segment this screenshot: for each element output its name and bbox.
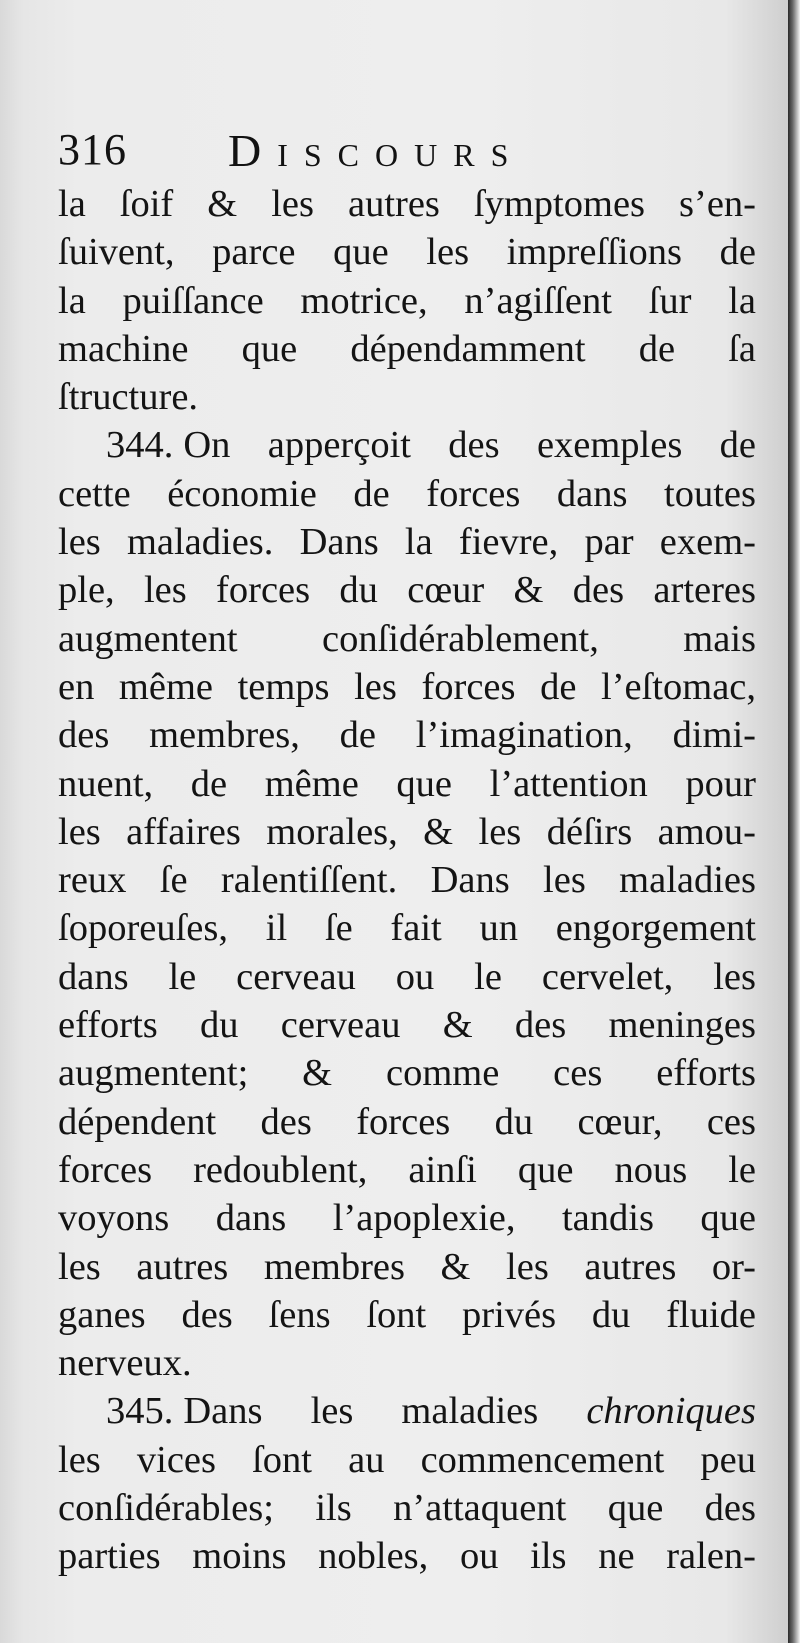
text-line: augmentent; & comme ces efforts — [58, 1052, 756, 1095]
text-line: ſoporeuſes, il ſe fait un engorgement — [58, 907, 756, 950]
page-number: 316 — [58, 125, 127, 174]
paragraph-345-first-line — [58, 1387, 756, 1435]
text-line: les maladies. Dans la fievre, par exem- — [58, 521, 756, 564]
text-line: en même temps les forces de l’eſtomac, — [58, 665, 756, 708]
page-header — [58, 124, 738, 176]
text-line: les autres membres & les autres or- — [58, 1245, 756, 1288]
paragraph-344-first-line — [58, 421, 756, 469]
text-line: ſtructure. — [58, 376, 199, 419]
text-line: efforts du cerveau & des meninges — [58, 1004, 756, 1047]
text-fragment: On apperçoit des exemples de — [183, 424, 756, 467]
text-line: cette économie de forces dans toutes — [58, 472, 756, 515]
text-line: la puiſſance motrice, n’agiſſent ſur la — [58, 279, 756, 322]
text-line: les vices ſont au commencement peu — [58, 1438, 756, 1481]
text-line: ganes des ſens ſont privés du fluide — [58, 1293, 756, 1336]
text-fragment: Dans les maladies — [183, 1390, 539, 1433]
text-line: les affaires morales, & les déſirs amou- — [58, 810, 756, 853]
text-line: dépendent des forces du cœur, ces — [58, 1100, 756, 1143]
book-gutter-shadow — [788, 0, 800, 1643]
text-line: parties moins nobles, ou ils ne ralen- — [58, 1535, 756, 1578]
body-text — [58, 180, 756, 1581]
text-line: reux ſe ralentiſſent. Dans les maladies — [58, 859, 756, 902]
text-line: des membres, de l’imagination, dimi- — [58, 714, 756, 757]
text-line: nerveux. — [58, 1342, 192, 1385]
text-line: ſuivent, parce que les impreſſions de — [58, 231, 756, 274]
text-line: forces redoublent, ainſi que nous le — [58, 1148, 756, 1191]
text-line: machine que dépendamment de ſa — [58, 327, 756, 370]
text-line: voyons dans l’apoplexie, tandis que — [58, 1197, 756, 1240]
text-line: la ſoif & les autres ſymptomes s’en- — [58, 183, 756, 225]
text-line: conſidérables; ils n’attaquent que des — [58, 1487, 756, 1530]
section-number-344: 344. — [106, 424, 174, 467]
text-line: augmentent conſidérablement, mais — [58, 617, 756, 660]
section-number-345: 345. — [106, 1390, 174, 1433]
text-line: ple, les forces du cœur & des arteres — [58, 569, 756, 612]
emphasis-chroniques: chroniques — [586, 1390, 756, 1433]
text-line: nuent, de même que l’attention pour — [58, 762, 756, 805]
running-head: Discours — [228, 125, 525, 176]
text-line: dans le cerveau ou le cervelet, les — [58, 955, 756, 998]
